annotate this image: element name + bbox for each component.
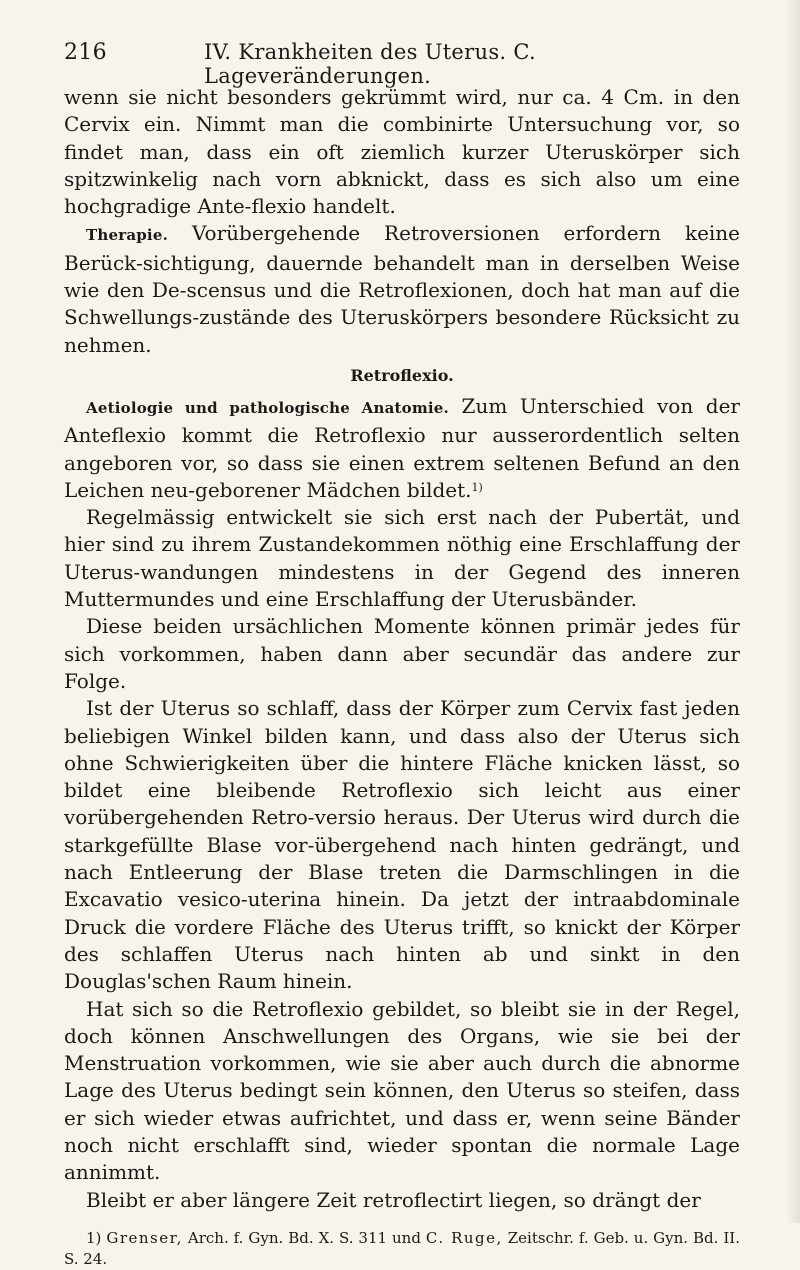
footnote-reference: 1) xyxy=(471,480,483,494)
therapie-label: Therapie. xyxy=(86,226,168,245)
therapie-text: Vorübergehende Retroversionen erfordern keine Berück-sichtigung, dauernde behandelt man in derselben Weise wie den De-scensus und die Retroflexionen, doch hat man auf die Schwellungs-zustände des Uteruskörpers besondere Rücksicht zu nehmen. xyxy=(64,221,741,357)
body-text xyxy=(64,84,740,1214)
page xyxy=(64,40,740,1270)
aetiologie-text: Zum Unterschied von der Anteflexio kommt die Retroflexio nur ausserordentlich selten angeboren vor, so dass sie einen extrem seltenen Befund an den Leichen neu-geborener Mädchen bildet. xyxy=(64,393,740,502)
paragraph-aetiologie xyxy=(64,393,740,504)
paragraph-bleibt: Bleibt er aber längere Zeit retroflectirt liegen, so drängt der xyxy=(86,1187,701,1212)
paragraph-schlaffheit: Ist der Uterus so schlaff, dass der Körper zum Cervix fast jeden beliebigen Winkel bilden kann, und dass also der Uterus sich ohne Schwierigkeiten über die hintere Fläche knicken lässt, so bildet eine bleibende Retroflexio sich leicht aus einer vorübergehenden Retro-versio heraus. Der Uterus wird durch die starkgefüllte Blase vor-übergehend nach hinten gedrängt, und nach Entleerung der Blase treten die Darmschlingen in die Excavatio vesico-uterina hinein. Da jetzt der intraabdominale Druck die vordere Fläche des Uterus trifft, so knickt der Körper des schlaffen Uterus nach hinten ab und sinkt in den Douglas'schen Raum hinein. xyxy=(64,696,740,994)
paragraph-ursachen: Diese beiden ursächlichen Momente können primär jedes für sich vorkommen, haben dann aber secundär das andere zur Folge. xyxy=(64,614,740,693)
page-number: 216 xyxy=(64,40,107,65)
running-title: IV. Krankheiten des Uterus. C. Lageveränderungen. xyxy=(204,40,536,88)
paragraph-therapie xyxy=(64,220,740,358)
page-edge-shadow xyxy=(786,0,800,1223)
paragraph-continuation: wenn sie nicht besonders gekrümmt wird, nur ca. 4 Cm. in den Cervix ein. Nimmt man die combinirte Untersuchung vor, so findet man, dass ein oft ziemlich kurzer Uteruskörper sich spitzwinkelig nach vorn abknickt, dass es sich also um eine hochgradige Ante-flexio handelt. xyxy=(64,85,740,219)
footnote-citation-2: Zeitschr. f. Geb. u. Gyn. Bd. II. S. 24. xyxy=(64,1228,740,1268)
footnote-citation-1: Arch. f. Gyn. Bd. X. S. 311 und xyxy=(187,1228,421,1247)
paragraph-regelmaessig: Regelmässig entwickelt sie sich erst nach der Pubertät, und hier sind zu ihrem Zustandekommen nöthig eine Erschlaffung der Uterus-wandungen mindestens in der Gegend des inneren Muttermundes und eine Erschlaffung der Uterusbänder. xyxy=(64,505,740,612)
section-heading: Retroflexio. xyxy=(350,365,454,385)
footnote-label: 1) xyxy=(86,1228,102,1247)
footnote xyxy=(64,1228,740,1270)
footnote-author-ruge: C. Ruge, xyxy=(425,1228,503,1247)
paragraph-regel: Hat sich so die Retroflexio gebildet, so bleibt sie in der Regel, doch können Anschwellungen des Organs, wie sie bei der Menstruation vorkommen, wie sie aber auch durch die abnorme Lage des Uterus bedingt sein können, den Uterus so steifen, dass er sich wieder etwas aufrichtet, und dass er, wenn seine Bänder noch nicht erschlafft sind, wieder spontan die normale Lage annimmt. xyxy=(64,996,740,1185)
aetiologie-label: Aetiologie und pathologische Anatomie. xyxy=(86,398,449,417)
running-head xyxy=(64,40,740,88)
footnote-author-grenser: Grenser, xyxy=(106,1228,183,1247)
